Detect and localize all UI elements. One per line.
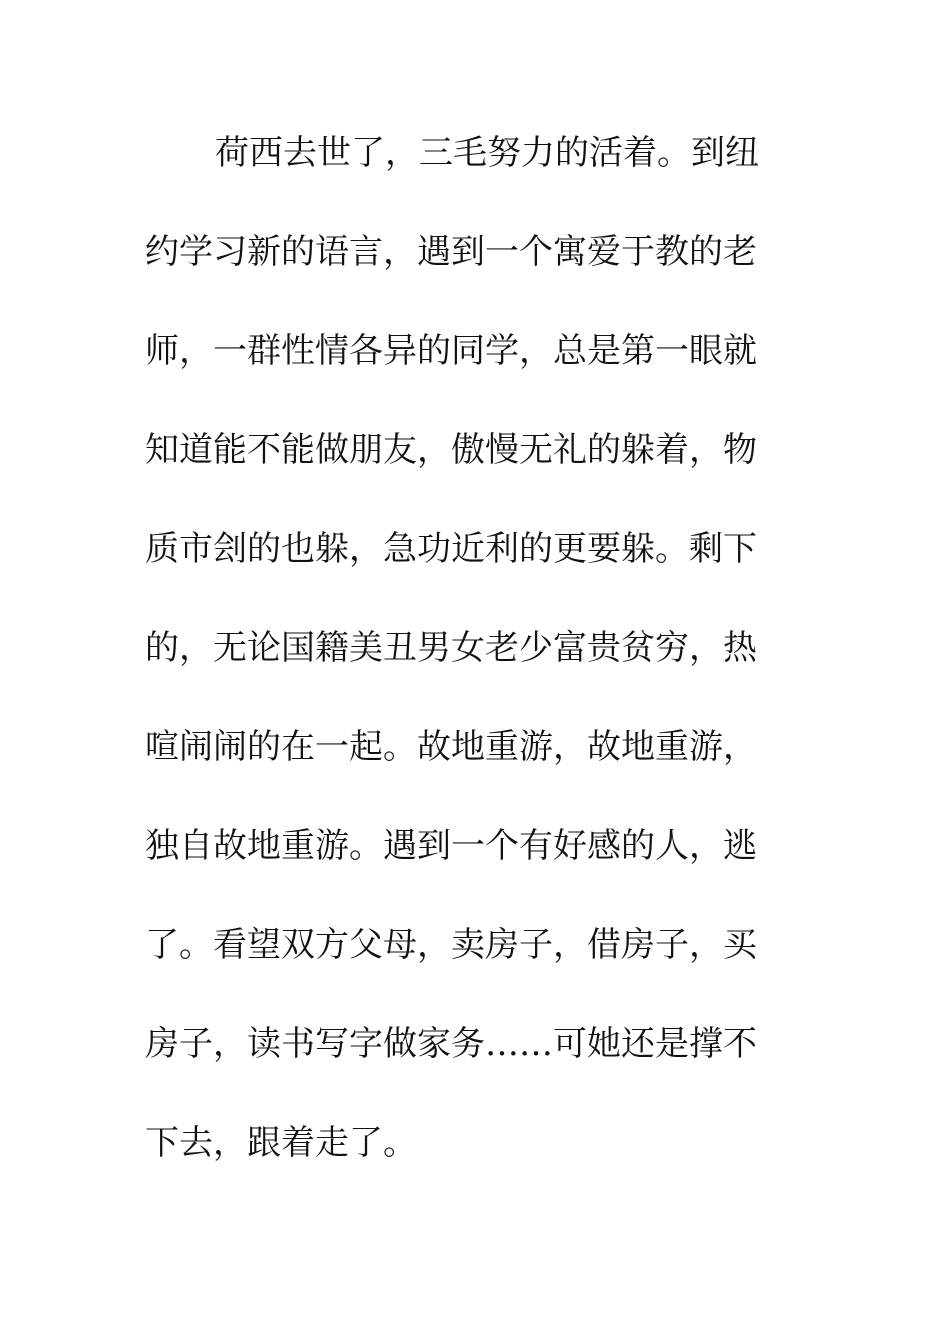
paragraph-line-2: 约学习新的语言，遇到一个寓爱于教的老 [145,232,757,272]
paragraph-line-10: 房子，读书写字做家务……可她还是撑不 [145,1024,757,1064]
paragraph-line-8: 独自故地重游。遇到一个有好感的人，逃 [145,826,757,866]
body-paragraph [145,127,785,1216]
paragraph-line-1: 荷西去世了，三毛努力的活着。到纽 [215,133,759,173]
paragraph-line-9: 了。看望双方父母，卖房子，借房子，买 [145,925,757,965]
paragraph-line-6: 的，无论国籍美丑男女老少富贵贫穷，热 [145,628,757,668]
paragraph-line-11: 下去，跟着走了。 [145,1123,417,1163]
paragraph-line-4: 知道能不能做朋友，傲慢无礼的躲着，物 [145,430,757,470]
paragraph-line-5: 质市刽的也躲，急功近利的更要躲。剩下 [145,529,757,569]
paragraph-line-7: 喧闹闹的在一起。故地重游，故地重游， [145,727,757,767]
paragraph-line-3: 师，一群性情各异的同学，总是第一眼就 [145,331,757,371]
